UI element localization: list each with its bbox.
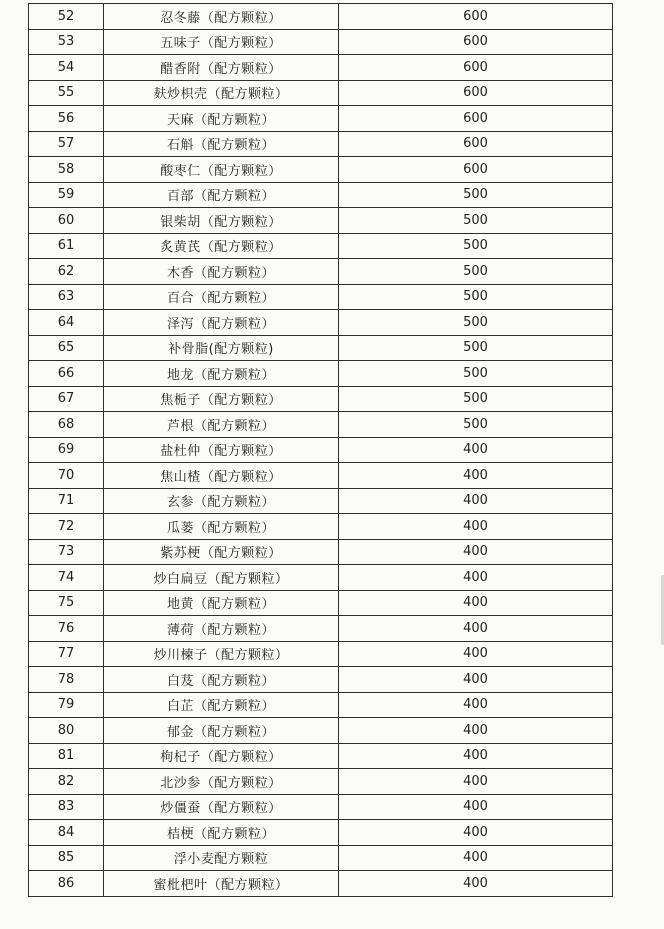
row-number-cell: 57 [29, 131, 104, 157]
row-number-cell: 84 [29, 820, 104, 846]
medicine-name-cell: 薄荷（配方颗粒） [104, 616, 339, 642]
medicine-name-cell: 炒白扁豆（配方颗粒） [104, 565, 339, 591]
quantity-cell: 400 [339, 590, 613, 616]
table-row [29, 55, 613, 81]
quantity-cell: 400 [339, 437, 613, 463]
medicine-table [28, 3, 613, 897]
row-number-cell: 77 [29, 641, 104, 667]
row-number-cell: 67 [29, 386, 104, 412]
row-number-cell: 54 [29, 55, 104, 81]
medicine-name-cell: 忍冬藤（配方颗粒） [104, 4, 339, 30]
table-row [29, 80, 613, 106]
medicine-table-body [29, 4, 613, 897]
quantity-cell: 400 [339, 539, 613, 565]
table-row [29, 845, 613, 871]
table-row [29, 386, 613, 412]
medicine-name-cell: 天麻（配方颗粒） [104, 106, 339, 132]
medicine-name-cell: 石斛（配方颗粒） [104, 131, 339, 157]
quantity-cell: 400 [339, 692, 613, 718]
table-row [29, 106, 613, 132]
table-row [29, 335, 613, 361]
medicine-name-cell: 芦根（配方颗粒） [104, 412, 339, 438]
quantity-cell: 600 [339, 55, 613, 81]
medicine-name-cell: 炙黄芪（配方颗粒） [104, 233, 339, 259]
table-row [29, 871, 613, 897]
row-number-cell: 63 [29, 284, 104, 310]
quantity-cell: 600 [339, 106, 613, 132]
row-number-cell: 56 [29, 106, 104, 132]
quantity-cell: 600 [339, 4, 613, 30]
medicine-name-cell: 银柴胡（配方颗粒） [104, 208, 339, 234]
row-number-cell: 73 [29, 539, 104, 565]
medicine-name-cell: 瓜蒌（配方颗粒） [104, 514, 339, 540]
row-number-cell: 74 [29, 565, 104, 591]
medicine-name-cell: 枸杞子（配方颗粒） [104, 743, 339, 769]
quantity-cell: 400 [339, 641, 613, 667]
table-row [29, 157, 613, 183]
row-number-cell: 68 [29, 412, 104, 438]
table-row [29, 820, 613, 846]
table-row [29, 259, 613, 285]
table-row [29, 769, 613, 795]
row-number-cell: 69 [29, 437, 104, 463]
medicine-name-cell: 五味子（配方颗粒） [104, 29, 339, 55]
row-number-cell: 60 [29, 208, 104, 234]
table-row [29, 284, 613, 310]
quantity-cell: 500 [339, 335, 613, 361]
quantity-cell: 400 [339, 616, 613, 642]
medicine-name-cell: 焦山楂（配方颗粒） [104, 463, 339, 489]
row-number-cell: 85 [29, 845, 104, 871]
row-number-cell: 78 [29, 667, 104, 693]
table-row [29, 182, 613, 208]
row-number-cell: 61 [29, 233, 104, 259]
medicine-name-cell: 百部（配方颗粒） [104, 182, 339, 208]
row-number-cell: 83 [29, 794, 104, 820]
table-row [29, 361, 613, 387]
table-row [29, 641, 613, 667]
medicine-name-cell: 白芨（配方颗粒） [104, 667, 339, 693]
quantity-cell: 500 [339, 208, 613, 234]
row-number-cell: 59 [29, 182, 104, 208]
table-row [29, 616, 613, 642]
quantity-cell: 500 [339, 361, 613, 387]
medicine-name-cell: 醋香附（配方颗粒） [104, 55, 339, 81]
table-row [29, 539, 613, 565]
quantity-cell: 400 [339, 743, 613, 769]
medicine-name-cell: 玄参（配方颗粒） [104, 488, 339, 514]
table-row [29, 463, 613, 489]
row-number-cell: 80 [29, 718, 104, 744]
row-number-cell: 72 [29, 514, 104, 540]
quantity-cell: 400 [339, 463, 613, 489]
medicine-name-cell: 地黄（配方颗粒） [104, 590, 339, 616]
medicine-name-cell: 紫苏梗（配方颗粒） [104, 539, 339, 565]
medicine-name-cell: 白芷（配方颗粒） [104, 692, 339, 718]
quantity-cell: 500 [339, 386, 613, 412]
row-number-cell: 64 [29, 310, 104, 336]
row-number-cell: 81 [29, 743, 104, 769]
medicine-name-cell: 酸枣仁（配方颗粒） [104, 157, 339, 183]
table-row [29, 514, 613, 540]
quantity-cell: 400 [339, 514, 613, 540]
quantity-cell: 400 [339, 871, 613, 897]
quantity-cell: 400 [339, 820, 613, 846]
medicine-name-cell: 炒川楝子（配方颗粒） [104, 641, 339, 667]
table-row [29, 29, 613, 55]
medicine-name-cell: 蜜枇杷叶（配方颗粒） [104, 871, 339, 897]
table-row [29, 667, 613, 693]
quantity-cell: 600 [339, 29, 613, 55]
row-number-cell: 82 [29, 769, 104, 795]
table-row [29, 437, 613, 463]
row-number-cell: 62 [29, 259, 104, 285]
medicine-name-cell: 泽泻（配方颗粒） [104, 310, 339, 336]
table-row [29, 794, 613, 820]
quantity-cell: 500 [339, 412, 613, 438]
row-number-cell: 76 [29, 616, 104, 642]
row-number-cell: 66 [29, 361, 104, 387]
quantity-cell: 400 [339, 565, 613, 591]
table-row [29, 131, 613, 157]
quantity-cell: 400 [339, 488, 613, 514]
table-row [29, 233, 613, 259]
quantity-cell: 500 [339, 182, 613, 208]
quantity-cell: 600 [339, 80, 613, 106]
quantity-cell: 400 [339, 845, 613, 871]
medicine-name-cell: 郁金（配方颗粒） [104, 718, 339, 744]
medicine-name-cell: 炒僵蚕（配方颗粒） [104, 794, 339, 820]
row-number-cell: 55 [29, 80, 104, 106]
quantity-cell: 400 [339, 794, 613, 820]
quantity-cell: 400 [339, 718, 613, 744]
medicine-name-cell: 木香（配方颗粒） [104, 259, 339, 285]
quantity-cell: 600 [339, 131, 613, 157]
row-number-cell: 65 [29, 335, 104, 361]
table-row [29, 590, 613, 616]
table-row [29, 488, 613, 514]
medicine-name-cell: 焦栀子（配方颗粒） [104, 386, 339, 412]
quantity-cell: 500 [339, 233, 613, 259]
row-number-cell: 86 [29, 871, 104, 897]
row-number-cell: 75 [29, 590, 104, 616]
row-number-cell: 52 [29, 4, 104, 30]
row-number-cell: 70 [29, 463, 104, 489]
row-number-cell: 58 [29, 157, 104, 183]
row-number-cell: 53 [29, 29, 104, 55]
quantity-cell: 500 [339, 284, 613, 310]
medicine-name-cell: 麸炒枳壳（配方颗粒） [104, 80, 339, 106]
row-number-cell: 79 [29, 692, 104, 718]
table-row [29, 412, 613, 438]
quantity-cell: 500 [339, 310, 613, 336]
table-row [29, 565, 613, 591]
quantity-cell: 400 [339, 667, 613, 693]
table-row [29, 692, 613, 718]
table-row [29, 310, 613, 336]
medicine-name-cell: 盐杜仲（配方颗粒） [104, 437, 339, 463]
row-number-cell: 71 [29, 488, 104, 514]
medicine-name-cell: 北沙参（配方颗粒） [104, 769, 339, 795]
table-row [29, 743, 613, 769]
quantity-cell: 400 [339, 769, 613, 795]
table-row [29, 208, 613, 234]
medicine-name-cell: 百合（配方颗粒） [104, 284, 339, 310]
quantity-cell: 500 [339, 259, 613, 285]
medicine-name-cell: 补骨脂(配方颗粒) [104, 335, 339, 361]
medicine-name-cell: 浮小麦配方颗粒 [104, 845, 339, 871]
medicine-name-cell: 桔梗（配方颗粒） [104, 820, 339, 846]
table-row [29, 718, 613, 744]
table-row [29, 4, 613, 30]
medicine-name-cell: 地龙（配方颗粒） [104, 361, 339, 387]
quantity-cell: 600 [339, 157, 613, 183]
